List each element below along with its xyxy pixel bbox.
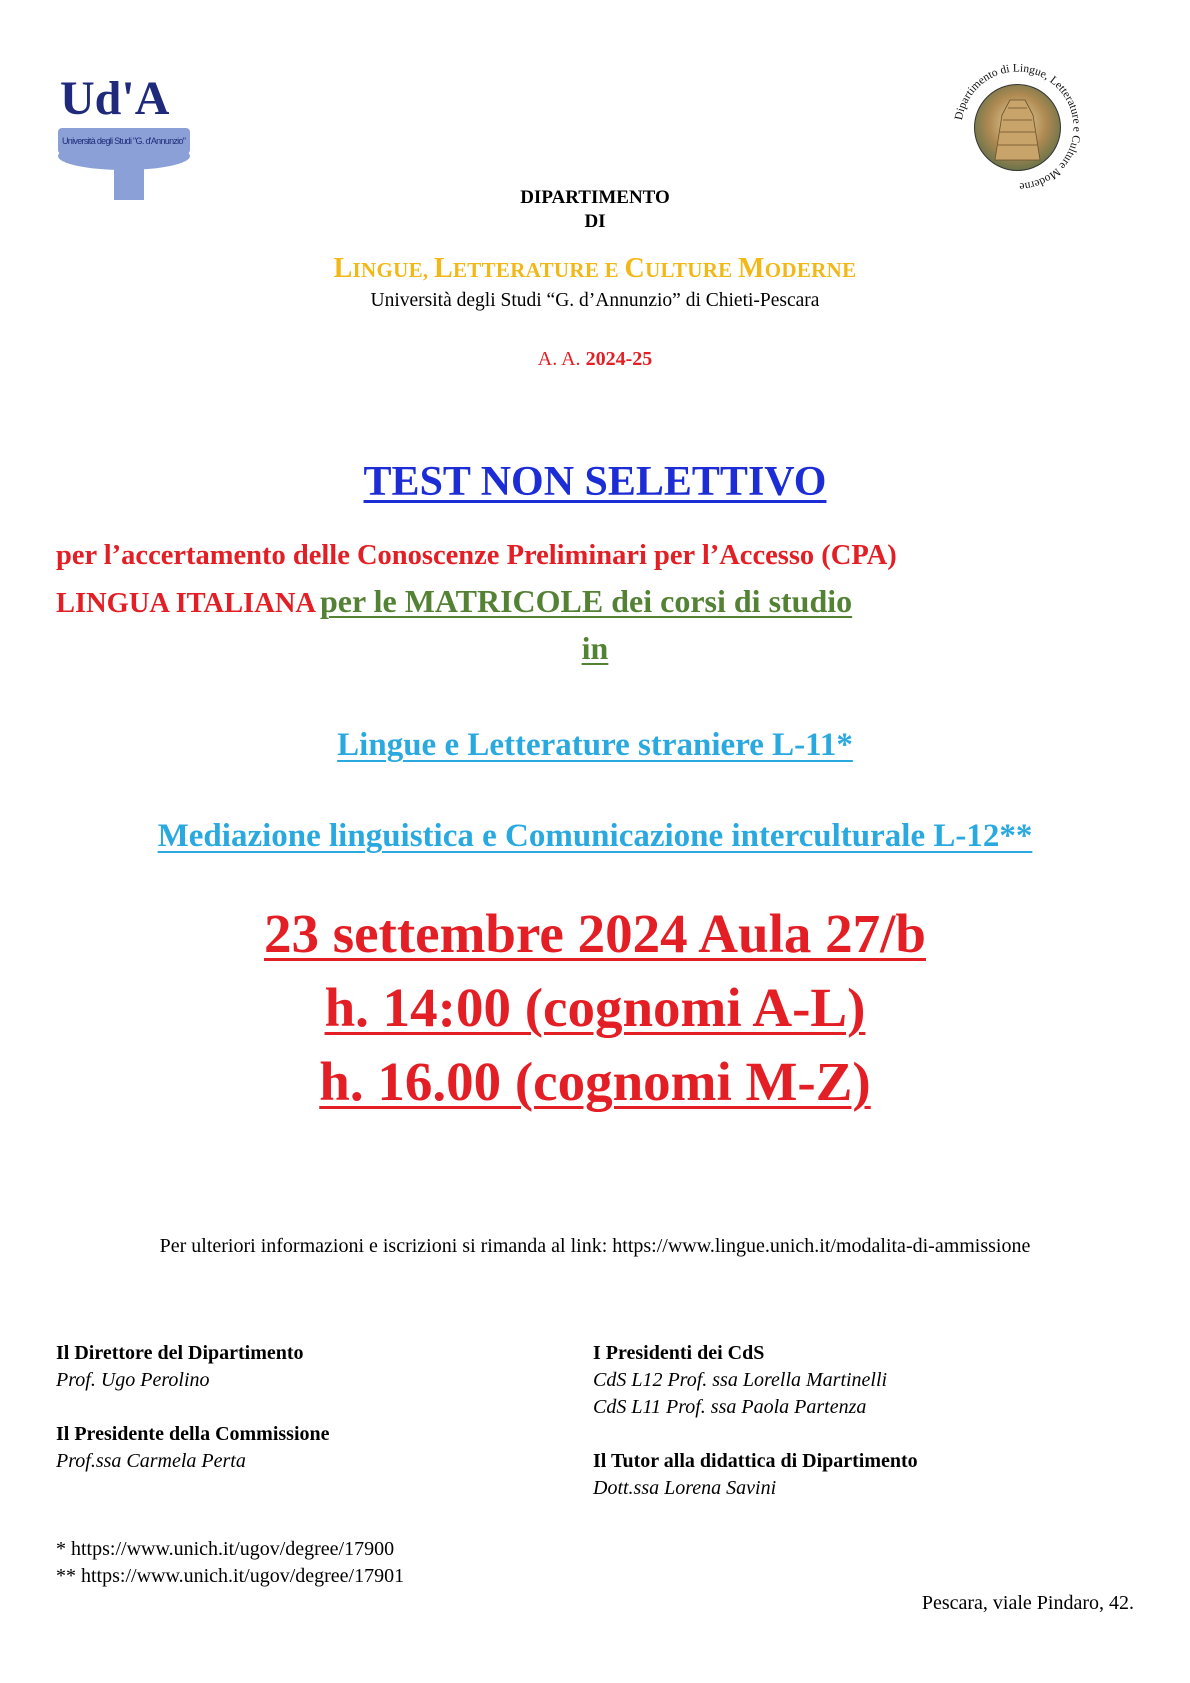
info-line: Per ulteriori informazioni e iscrizioni si rimanda al link: https://www.lingue.unich.it/modalita-di-ammissione xyxy=(159,1235,1031,1257)
subtitle-lingua: LINGUA ITALIANA xyxy=(56,588,316,619)
schedule-slot1-wrap xyxy=(0,976,1190,1039)
schedule-date-wrap xyxy=(0,902,1190,965)
main-title-wrap xyxy=(0,458,1190,506)
presidents-role: I Presidenti dei CdS xyxy=(593,1342,765,1364)
university-name: Università degli Studi “G. d’Annunzio” di Chieti-Pescara xyxy=(370,290,820,311)
schedule-slot2-wrap xyxy=(0,1050,1190,1113)
signatures-right xyxy=(593,1340,918,1502)
president-l12: CdS L12 Prof. ssa Lorella Martinelli xyxy=(593,1369,888,1391)
footnote-l12: ** https://www.unich.it/ugov/degree/17901 xyxy=(56,1565,405,1587)
commission-name: Prof.ssa Carmela Perta xyxy=(56,1450,246,1472)
schedule-slot-m-z: h. 16.00 (cognomi M-Z) xyxy=(319,1051,871,1112)
course-l11: Lingue e Letterature straniere L-11* xyxy=(337,727,853,763)
subtitle-line1: per l’accertamento delle Conoscenze Preliminari per l’Accesso (CPA) xyxy=(56,540,897,571)
course-l11-wrap xyxy=(0,727,1190,764)
subtitle-matricole: per le MATRICOLE dei corsi di studio xyxy=(319,583,853,619)
department-seal xyxy=(950,60,1085,195)
logo-subtext: Università degli Studi "G. d'Annunzio" xyxy=(62,136,186,146)
signatures-left xyxy=(56,1340,330,1475)
footnotes xyxy=(56,1536,404,1590)
course-l12-wrap xyxy=(0,818,1190,855)
address: Pescara, viale Pindaro, 42. xyxy=(921,1592,1134,1614)
tutor-name: Dott.ssa Lorena Savini xyxy=(593,1477,777,1499)
academic-year: A. A. 2024-25 xyxy=(537,348,653,370)
course-l12: Mediazione linguistica e Comunicazione interculturale L-12** xyxy=(157,818,1033,854)
schedule-date: 23 settembre 2024 Aula 27/b xyxy=(263,903,926,964)
main-title: TEST NON SELETTIVO xyxy=(363,459,827,505)
logo-text: Ud'A xyxy=(60,72,170,125)
subtitle-line2 xyxy=(56,583,852,620)
director-role: Il Direttore del Dipartimento xyxy=(56,1342,304,1364)
department-label: DIPARTIMENTO xyxy=(520,187,670,208)
subtitle-line3-wrap xyxy=(0,630,1190,667)
commission-role: Il Presidente della Commissione xyxy=(56,1423,330,1445)
department-label-di: DI xyxy=(584,211,606,232)
schedule-slot-a-l: h. 14:00 (cognomi A-L) xyxy=(324,977,866,1038)
seal-ring-text: Dipartimento di Lingue, Letterature e Culture Moderne xyxy=(952,62,1083,193)
university-logo xyxy=(56,70,192,200)
tutor-role: Il Tutor alla didattica di Dipartimento xyxy=(593,1450,918,1472)
president-l11: CdS L11 Prof. ssa Paola Partenza xyxy=(593,1396,867,1418)
subtitle-in: in xyxy=(581,630,609,666)
footnote-l11: * https://www.unich.it/ugov/degree/17900 xyxy=(56,1538,395,1560)
department-name: LINGUE, LETTERATURE E CULTURE MODERNE xyxy=(333,253,857,284)
director-name: Prof. Ugo Perolino xyxy=(56,1369,210,1391)
